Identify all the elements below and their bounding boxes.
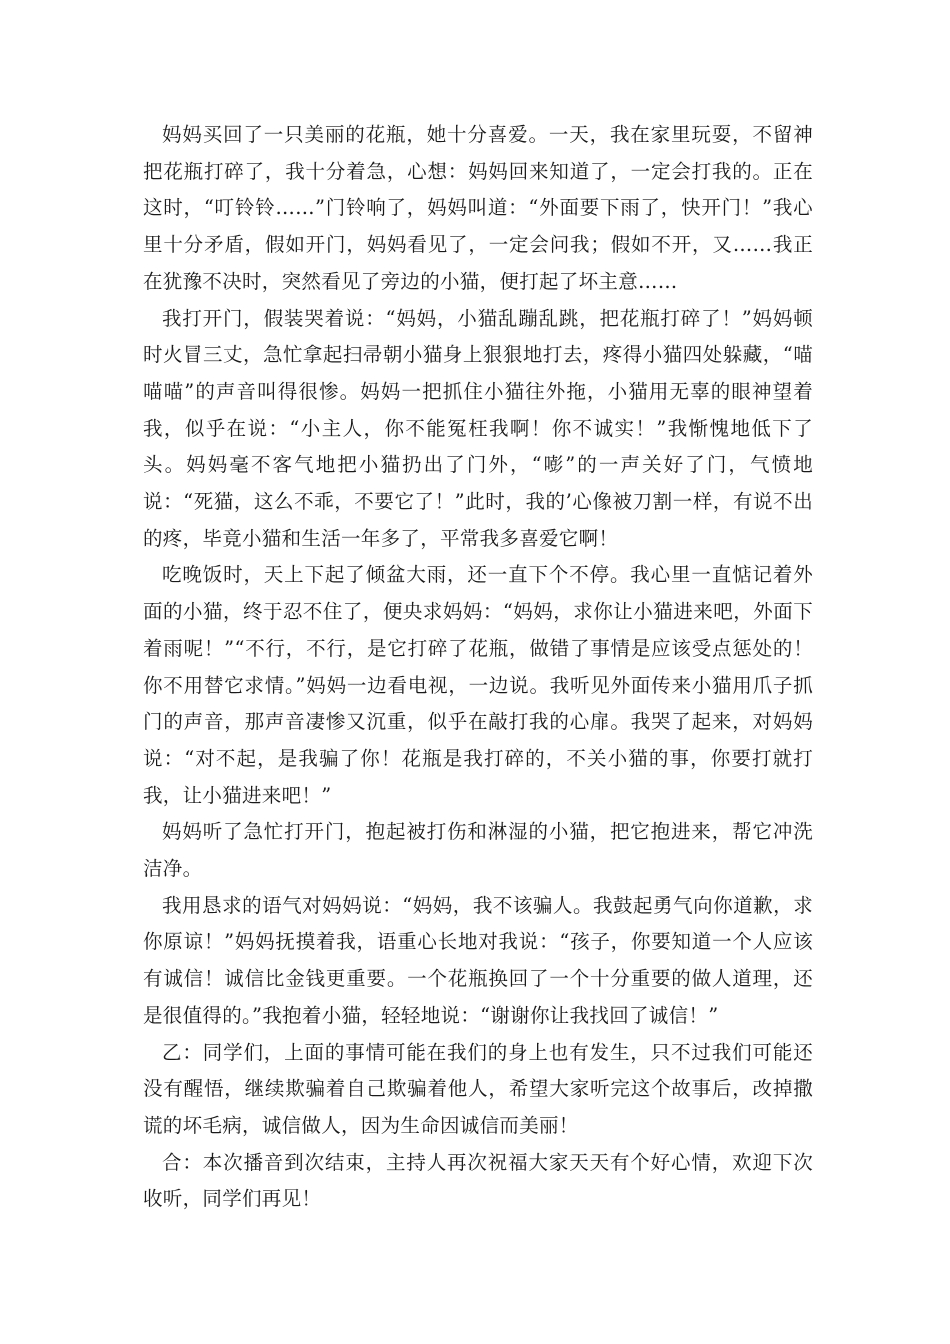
paragraph: 吃晚饭时，天上下起了倾盆大雨，还一直下个不停。我心里一直惦记着外面的小猫，终于忍不住了，便央求妈妈：“妈妈，求你让小猫进来吧，外面下着雨呢！”“不行，不行，是它打碎了花瓶，做错了事情是应该受点惩处的！你不用替它求情。”妈妈一边看电视，一边说。我听见外面传来小猫用爪子抓门的声音，那声音凄惨又沉重，似乎在敲打我的心扉。我哭了起来，对妈妈说：“对不起，是我骗了你！花瓶是我打碎的，不关小猫的事，你要打就打我，让小猫进来吧！” — [143, 563, 813, 807]
document-body — [143, 117, 813, 1218]
paragraph: 乙：同学们，上面的事情可能在我们的身上也有发生，只不过我们可能还没有醒悟，继续欺骗着自己欺骗着他人，希望大家听完这个故事后，改掉撒谎的坏毛病，诚信做人，因为生命因诚信而美丽！ — [143, 1040, 813, 1137]
paragraph: 我打开门，假装哭着说：“妈妈，小猫乱蹦乱跳，把花瓶打碎了！”妈妈顿时火冒三丈，急忙拿起扫帚朝小猫身上狠狠地打去，疼得小猫四处躲藏，“喵喵喵”的声音叫得很惨。妈妈一把抓住小猫往外拖，小猫用无辜的眼神望着我，似乎在说：“小主人，你不能冤枉我啊！你不诚实！”我惭愧地低下了头。妈妈毫不客气地把小猫扔出了门外，“嘭”的一声关好了门，气愤地说：“死猫，这么不乖，不要它了！”此时，我的’心像被刀割一样，有说不出的疼，毕竟小猫和生活一年多了，平常我多喜爱它啊！ — [143, 306, 813, 550]
paragraph: 我用恳求的语气对妈妈说：“妈妈，我不该骗人。我鼓起勇气向你道歉，求你原谅！”妈妈抚摸着我，语重心长地对我说：“孩子，你要知道一个人应该有诚信！诚信比金钱更重要。一个花瓶换回了一个十分重要的做人道理，还是很值得的。”我抱着小猫，轻轻地说：“谢谢你让我找回了诚信！” — [143, 893, 813, 1027]
paragraph: 妈妈听了急忙打开门，抱起被打伤和淋湿的小猫，把它抱进来，帮它冲洗洁净。 — [143, 820, 813, 881]
paragraph: 合：本次播音到次结束，主持人再次祝福大家天天有个好心情，欢迎下次收听，同学们再见！ — [143, 1150, 813, 1211]
paragraph: 妈妈买回了一只美丽的花瓶，她十分喜爱。一天，我在家里玩耍，不留神把花瓶打碎了，我十分着急，心想：妈妈回来知道了，一定会打我的。正在这时，“叮铃铃……”门铃响了，妈妈叫道：“外面要下雨了，快开门！”我心里十分矛盾，假如开门，妈妈看见了，一定会问我；假如不开，又……我正在犹豫不决时，突然看见了旁边的小猫，便打起了坏主意…… — [143, 123, 813, 293]
